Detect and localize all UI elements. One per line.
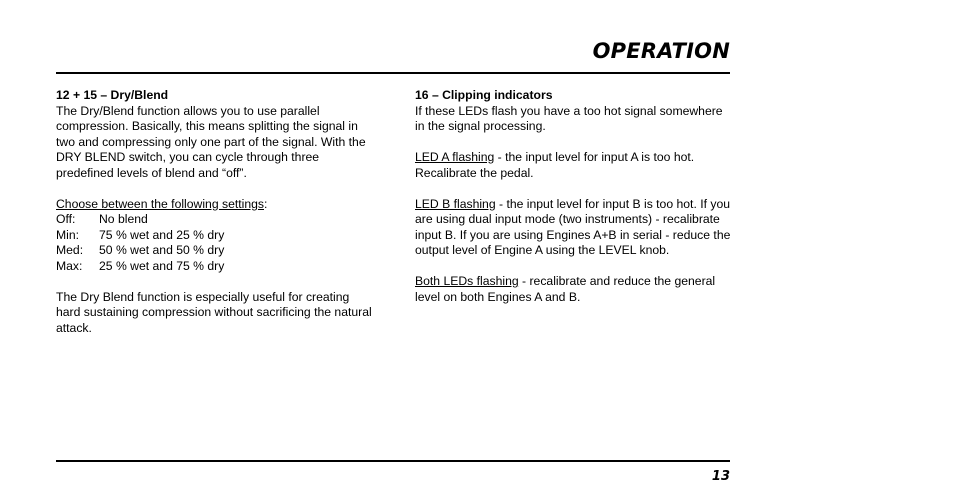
- page-number: 13: [711, 469, 730, 484]
- section-heading-clipping: 16 – Clipping indicators: [415, 88, 553, 102]
- led-b-text: - the input level for input B is too hot. If you are using dual input mode (two instruments) - recalibrate input B. If you are using Engines A+B in serial - reduce the output level of Engine A using the LEVEL knob.: [415, 196, 731, 257]
- settings-intro-label: Choose between the following settings: [56, 196, 264, 211]
- setting-label: Min:: [56, 227, 80, 242]
- section-heading-dry-blend: 12 + 15 – Dry/Blend: [56, 88, 169, 102]
- setting-row-off: [56, 212, 376, 228]
- both-leds-term: Both LEDs flashing: [415, 274, 519, 288]
- settings-intro-suffix: :: [264, 196, 268, 211]
- dry-blend-intro: The Dry/Blend function allows you to use parallel compression. Basically, this means splitting the signal in two and compressing only one part of the signal. With the DRY BLEND switch, you can cycle through three predefined levels of blend and “off”.: [56, 103, 366, 180]
- both-leds-paragraph: [415, 274, 735, 305]
- dry-blend-closing: The Dry Blend function is especially useful for creating hard sustaining compression without sacrificing the natural attack.: [56, 289, 372, 335]
- clipping-indicators-section: [415, 88, 735, 305]
- led-a-term: LED A flashing: [415, 150, 495, 164]
- led-a-paragraph: [415, 150, 735, 181]
- page-title: OPERATION: [592, 39, 730, 63]
- footer-divider: [56, 460, 730, 462]
- setting-label: Off:: [56, 212, 76, 226]
- setting-row-max: [56, 259, 376, 275]
- setting-row-min: [56, 228, 376, 244]
- setting-row-med: [56, 243, 376, 259]
- both-leds-text: - recalibrate and reduce the general level on both Engines A and B.: [415, 274, 716, 304]
- setting-label: Med:: [56, 243, 84, 257]
- setting-value: 75 % wet and 25 % dry: [99, 227, 225, 242]
- led-b-paragraph: [415, 197, 735, 259]
- setting-label: Max:: [56, 258, 83, 273]
- header-divider: [56, 72, 730, 74]
- led-b-term: LED B flashing: [415, 196, 496, 211]
- setting-value: 25 % wet and 75 % dry: [99, 258, 225, 273]
- settings-intro: [56, 197, 376, 213]
- led-a-text: - the input level for input A is too hot. Recalibrate the pedal.: [415, 150, 695, 180]
- setting-value: 50 % wet and 50 % dry: [99, 243, 225, 257]
- clipping-intro: If these LEDs flash you have a too hot signal somewhere in the signal processing.: [415, 103, 723, 133]
- dry-blend-section: [56, 88, 376, 336]
- setting-value: No blend: [99, 212, 148, 226]
